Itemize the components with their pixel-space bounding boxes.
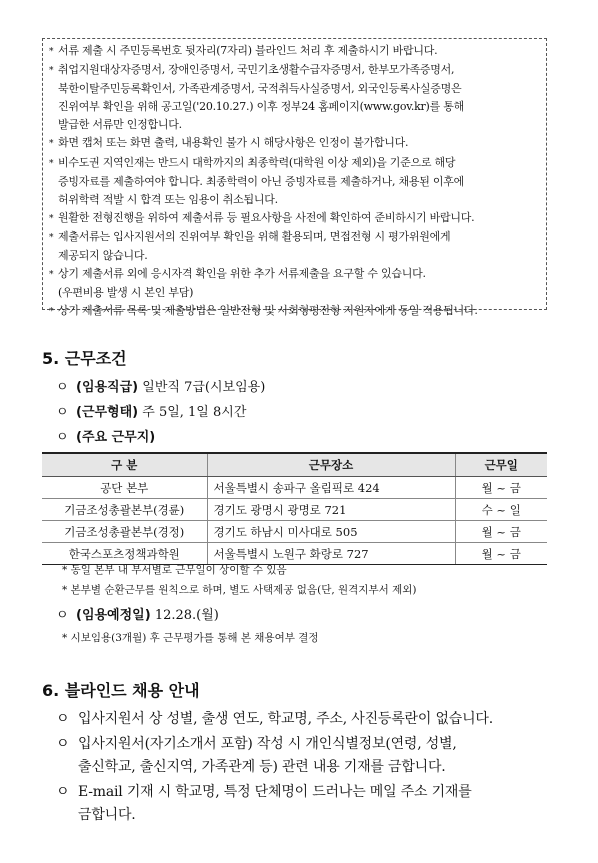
notice-text: 취업지원대상자증명서, 장애인증명서, 국민기초생활수급자증명서, 한부모가족증명서, xyxy=(58,63,455,77)
work-type-label: (근무형태) xyxy=(76,405,139,420)
rank-item xyxy=(56,376,265,395)
asterisk-marker: * xyxy=(49,139,54,150)
column-header: 구 분 xyxy=(42,453,207,477)
asterisk-marker: * xyxy=(49,307,54,318)
notice-text: 발급한 서류만 인정합니다. xyxy=(58,118,182,132)
notice-line xyxy=(49,80,542,98)
table-header-row xyxy=(42,453,547,477)
notice-text: 상기 제출서류 목록 및 제출방법은 일반전형 및 사회형평전형 지원자에게 동일 적용됩니다. xyxy=(58,304,478,318)
notice-text: 비수도권 지역인재는 반드시 대학까지의 최종학력(대학원 이상 제외)을 기준으로 해당 xyxy=(58,155,456,169)
workday-cell: 월 ~ 금 xyxy=(455,477,547,499)
notice-line xyxy=(49,173,542,191)
asterisk-marker: * xyxy=(49,270,54,281)
workday-cell: 수 ~ 일 xyxy=(455,499,547,521)
workday-cell: 월 ~ 금 xyxy=(455,521,547,543)
column-header: 근무장소 xyxy=(207,453,455,477)
notice-line xyxy=(49,134,542,153)
notice-line xyxy=(49,154,542,173)
table-row xyxy=(42,521,547,543)
notice-text: 증빙자료를 제출하여야 합니다. 최종학력이 아닌 증빙자료를 제출하거나, 채용된 이후에 xyxy=(58,174,464,188)
blind-item xyxy=(56,733,457,753)
notice-text: 북한이탈주민등록확인서, 가족관계증명서, 국적취득사실증명서, 외국인등록사실증명은 xyxy=(58,82,462,96)
asterisk-marker: * xyxy=(49,213,54,224)
notice-line xyxy=(49,247,542,265)
bullet-marker: ㅇ xyxy=(56,380,69,395)
notice-text: 상기 제출서류 외에 응시자격 확인을 위한 추가 서류제출을 요구할 수 있습니다. xyxy=(58,267,426,281)
bullet-marker: ㅇ xyxy=(56,736,70,752)
start-date-value: 12.28.(월) xyxy=(150,608,219,623)
table-row xyxy=(42,499,547,521)
section-5-heading: 5. 근무조건 xyxy=(42,349,127,368)
rank-value: 일반직 7급(시보임용) xyxy=(138,380,266,395)
start-date-note: * 시보임용(3개월) 후 근무평가를 통해 본 채용여부 결정 xyxy=(62,632,319,644)
bullet-marker: ㅇ xyxy=(56,405,69,420)
notice-line xyxy=(49,191,542,209)
notice-line xyxy=(49,116,542,134)
bullet-marker: ㅇ xyxy=(56,784,70,800)
column-header: 근무일 xyxy=(455,453,547,477)
work-location-item xyxy=(56,426,155,445)
notice-box xyxy=(42,38,547,318)
notice-text: (우편비용 발생 시 본인 부담) xyxy=(58,286,194,300)
asterisk-marker: * xyxy=(49,158,54,169)
notice-text: 원활한 전형진행을 위하여 제출서류 등 필요사항을 사전에 확인하여 준비하시기 바랍니다. xyxy=(58,210,475,224)
table-note: * 동일 본부 내 부서별로 근무일이 상이할 수 있음 xyxy=(62,564,287,576)
start-date-item xyxy=(56,604,219,623)
asterisk-marker: * xyxy=(49,47,54,57)
bullet-marker: ㅇ xyxy=(56,608,69,623)
notice-line xyxy=(49,228,542,247)
division-cell: 기금조성총괄본부(경정) xyxy=(42,521,207,543)
address-cell: 경기도 광명시 광명로 721 xyxy=(207,499,455,521)
asterisk-marker: * xyxy=(49,232,54,243)
notice-text: 허위학력 적발 시 합격 또는 임용이 취소됩니다. xyxy=(58,192,278,206)
blind-item-text: E-mail 기재 시 학교명, 특정 단체명이 드러나는 메일 주소 기재를 xyxy=(78,784,472,800)
blind-item-text: 입사지원서 상 성별, 출생 연도, 학교명, 주소, 사진등록란이 없습니다. xyxy=(78,711,493,727)
blind-item-continuation: 출신학교, 출신지역, 가족관계 등) 관련 내용 기재를 금합니다. xyxy=(78,759,446,775)
bullet-marker: ㅇ xyxy=(56,711,70,727)
notice-line xyxy=(49,42,542,61)
asterisk-marker: * xyxy=(49,66,54,77)
notice-text: 화면 캡처 또는 화면 출력, 내용확인 불가 시 해당사항은 인정이 불가합니다. xyxy=(58,136,409,150)
workday-cell: 월 ~ 금 xyxy=(455,543,547,565)
address-cell: 경기도 하남시 미사대로 505 xyxy=(207,521,455,543)
division-cell: 기금조성총괄본부(경륜) xyxy=(42,499,207,521)
notice-line xyxy=(49,284,542,302)
notice-line xyxy=(49,209,542,228)
notice-line xyxy=(49,265,542,284)
notice-text: 제출서류는 입사지원서의 진위여부 확인을 위해 활용되며, 면접전형 시 평가위원에게 xyxy=(58,229,451,243)
start-date-label: (임용예정일) xyxy=(76,608,151,623)
address-cell: 서울특별시 송파구 올림픽로 424 xyxy=(207,477,455,499)
blind-item-text: 입사지원서(자기소개서 포함) 작성 시 개인식별정보(연령, 성별, xyxy=(78,736,457,752)
blind-item xyxy=(56,781,472,801)
bullet-marker: ㅇ xyxy=(56,430,69,445)
notice-text: 서류 제출 시 주민등록번호 뒷자리(7자리) 블라인드 처리 후 제출하시기 바랍니다. xyxy=(58,44,438,57)
notice-line xyxy=(49,98,542,116)
notice-line xyxy=(49,61,542,80)
work-type-value: 주 5일, 1일 8시간 xyxy=(138,405,247,420)
blind-item xyxy=(56,708,493,728)
blind-item-continuation: 금합니다. xyxy=(78,807,136,823)
notice-text: 제공되지 않습니다. xyxy=(58,249,148,263)
table-note: * 본부별 순환근무를 원칙으로 하며, 별도 사택제공 없음(단, 원격지부서 제외) xyxy=(62,584,417,596)
table-row xyxy=(42,477,547,499)
work-location-label: (주요 근무지) xyxy=(76,430,156,445)
rank-label: (임용직급) xyxy=(76,380,139,395)
work-location-table xyxy=(42,452,547,565)
address-cell: 서울특별시 노원구 화랑로 727 xyxy=(207,543,455,565)
division-cell: 한국스포츠정책과학원 xyxy=(42,543,207,565)
notice-text: 진위여부 확인을 위해 공고일('20.10.27.) 이후 정부24 홈페이지(www.gov.kr)를 통해 xyxy=(58,100,464,114)
notice-line xyxy=(49,302,542,321)
section-6-heading: 6. 블라인드 채용 안내 xyxy=(42,681,200,700)
division-cell: 공단 본부 xyxy=(42,477,207,499)
work-type-item xyxy=(56,401,246,420)
